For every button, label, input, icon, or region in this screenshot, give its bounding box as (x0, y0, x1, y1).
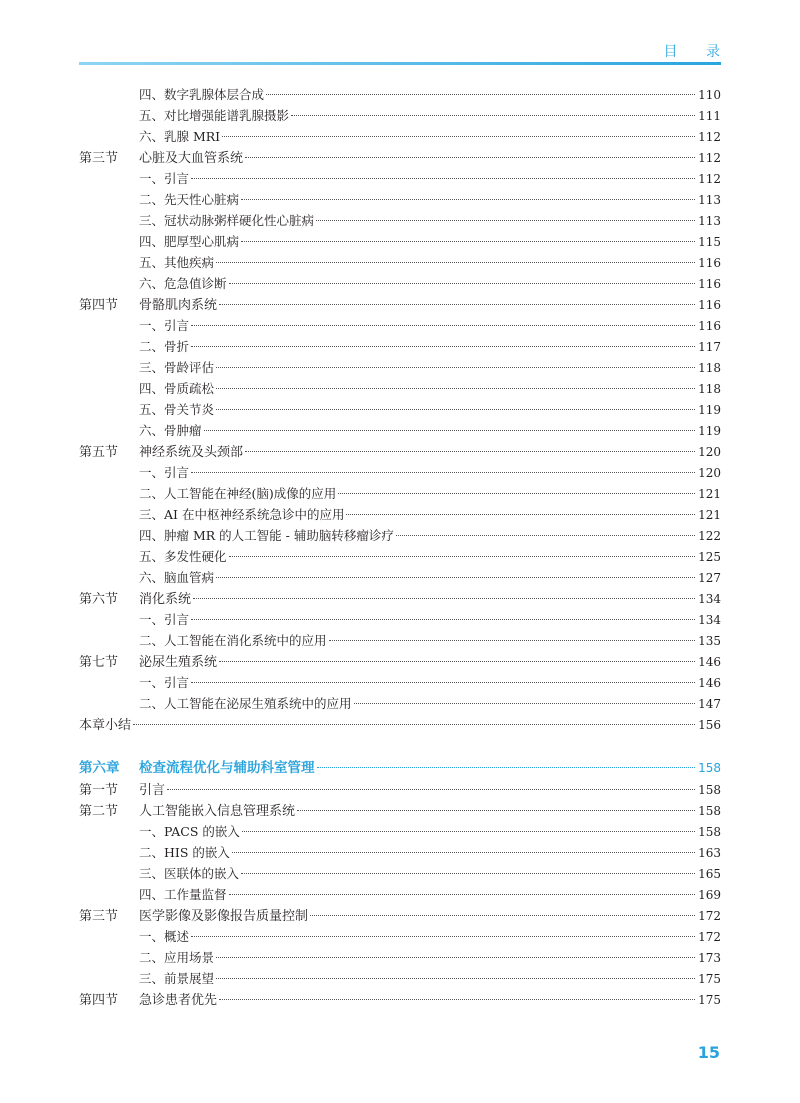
toc-entry-text (79, 126, 220, 147)
toc-entry-page: 134 (698, 613, 721, 627)
page-number: 15 (697, 1043, 720, 1062)
dot-leader (310, 915, 695, 916)
dot-leader (191, 936, 695, 937)
toc-entry-title: 一、PACS 的嵌入 (139, 824, 240, 839)
toc-entry-section[interactable] (79, 989, 721, 1010)
toc-entry-content (79, 147, 721, 169)
toc-entry-text (79, 947, 214, 968)
toc-entry-title: 五、多发性硬化 (139, 549, 227, 564)
toc-entry-title: 二、人工智能在消化系统中的应用 (139, 633, 327, 648)
toc-entry-content (79, 462, 721, 484)
dot-leader (216, 262, 695, 263)
dot-leader (245, 451, 695, 452)
table-of-contents (79, 84, 721, 1010)
toc-entry-text (79, 189, 239, 210)
toc-entry-content (79, 357, 721, 379)
toc-entry-title: 四、骨质疏松 (139, 381, 215, 396)
toc-entry-title: 六、危急值诊断 (139, 276, 227, 291)
toc-entry-sub[interactable] (79, 693, 721, 714)
toc-group-a (79, 84, 721, 735)
toc-entry-section[interactable] (79, 441, 721, 462)
toc-entry-page: 116 (698, 256, 721, 270)
toc-entry-page: 125 (698, 550, 721, 564)
toc-entry-prefix: 第六章 (79, 760, 120, 776)
toc-entry-text (79, 693, 352, 714)
dot-leader (204, 430, 695, 431)
dot-leader (193, 598, 695, 599)
toc-entry-text (79, 672, 189, 693)
toc-entry-title: 四、数字乳腺体层合成 (139, 87, 265, 102)
toc-entry-page: 112 (698, 151, 721, 165)
toc-entry-page: 119 (698, 424, 721, 438)
dot-leader (216, 577, 695, 578)
toc-entry-page: 156 (698, 718, 721, 732)
toc-entry-title: 人工智能嵌入信息管理系统 (139, 804, 296, 819)
toc-entry-title: 消化系统 (139, 592, 192, 607)
toc-entry-sub[interactable] (79, 336, 721, 357)
dot-leader (191, 178, 695, 179)
toc-entry-sub[interactable] (79, 884, 721, 905)
dot-leader (191, 472, 695, 473)
toc-entry-page: 116 (698, 277, 721, 291)
toc-entry-sub[interactable] (79, 126, 721, 147)
toc-entry-text (79, 168, 189, 189)
dot-leader (167, 789, 695, 790)
toc-entry-text (79, 651, 217, 673)
toc-entry-content (79, 483, 721, 505)
toc-entry-content (79, 968, 721, 990)
toc-entry-sub[interactable] (79, 630, 721, 651)
toc-entry-content (79, 399, 721, 421)
toc-entry-prefix: 第二节 (79, 804, 119, 819)
toc-entry-title: 二、人工智能在神经(脑)成像的应用 (139, 486, 337, 501)
toc-entry-page: 120 (698, 445, 721, 459)
toc-entry-content (79, 546, 721, 568)
toc-entry-section[interactable] (79, 779, 721, 800)
toc-entry-sub[interactable] (79, 252, 721, 273)
toc-entry-sub[interactable] (79, 273, 721, 294)
toc-entry-content (79, 504, 721, 526)
toc-entry-text (79, 462, 189, 483)
toc-entry-title: 引言 (139, 783, 166, 798)
dot-leader (329, 640, 695, 641)
toc-entry-content (79, 231, 721, 253)
toc-entry-title: 六、乳腺 MRI (139, 129, 221, 144)
toc-entry-text (79, 821, 240, 842)
toc-entry-title: 二、HIS 的嵌入 (139, 845, 230, 860)
chapter-gap (79, 735, 721, 758)
toc-entry-content (79, 315, 721, 337)
toc-entry-prefix: 第五节 (79, 445, 119, 460)
toc-entry-page: 169 (698, 888, 721, 902)
toc-entry-page: 134 (698, 592, 721, 606)
toc-entry-page: 112 (698, 172, 721, 186)
toc-entry-title: 一、概述 (139, 929, 190, 944)
toc-entry-title: 骨骼肌肉系统 (139, 298, 218, 313)
dot-leader (346, 514, 695, 515)
toc-entry-text (79, 483, 336, 504)
dot-leader (242, 831, 695, 832)
toc-entry-title: 急诊患者优先 (139, 993, 218, 1008)
toc-entry-page: 112 (698, 130, 721, 144)
toc-entry-page: 135 (698, 634, 721, 648)
toc-entry-sub[interactable] (79, 863, 721, 884)
toc-entry-text (79, 441, 243, 463)
toc-entry-content (79, 989, 721, 1011)
toc-entry-page: 120 (698, 466, 721, 480)
toc-entry-content (79, 378, 721, 400)
toc-entry-content (79, 926, 721, 948)
toc-entry-section[interactable] (79, 588, 721, 609)
toc-entry-text (79, 884, 227, 905)
dot-leader (229, 556, 695, 557)
dot-leader (316, 220, 695, 221)
toc-entry-sub[interactable] (79, 357, 721, 378)
toc-entry-content (79, 420, 721, 442)
toc-entry-content (79, 441, 721, 463)
toc-entry-title: 三、AI 在中枢神经系统急诊中的应用 (139, 507, 345, 522)
toc-entry-section[interactable] (79, 905, 721, 926)
dot-leader (216, 367, 695, 368)
toc-entry-content (79, 842, 721, 864)
dot-leader (219, 661, 695, 662)
toc-entry-page: 173 (698, 951, 721, 965)
toc-entry-title: 六、骨肿瘤 (139, 423, 202, 438)
toc-entry-section[interactable] (79, 147, 721, 168)
toc-entry-text (79, 588, 191, 610)
toc-entry-page: 147 (698, 697, 721, 711)
toc-entry-content (79, 189, 721, 211)
toc-entry-title: 三、前景展望 (139, 971, 215, 986)
dot-leader (232, 852, 695, 853)
toc-entry-title: 三、骨龄评估 (139, 360, 215, 375)
toc-entry-content (79, 336, 721, 358)
toc-entry-text (79, 210, 314, 231)
dot-leader (266, 94, 695, 95)
toc-entry-text (79, 273, 227, 294)
toc-entry-content (79, 126, 721, 148)
toc-entry-page: 146 (698, 676, 721, 690)
toc-entry-title: 检查流程优化与辅助科室管理 (139, 760, 315, 776)
toc-entry-content (79, 609, 721, 631)
toc-entry-content (79, 630, 721, 652)
toc-entry-title: 二、人工智能在泌尿生殖系统中的应用 (139, 696, 352, 711)
toc-entry-title: 泌尿生殖系统 (139, 655, 218, 670)
toc-entry-text (79, 546, 227, 567)
toc-entry-sub[interactable] (79, 231, 721, 252)
toc-entry-sub[interactable] (79, 546, 721, 567)
toc-entry-sub[interactable] (79, 968, 721, 989)
dot-leader (241, 241, 695, 242)
toc-entry-content (79, 800, 721, 822)
toc-entry-page: 127 (698, 571, 721, 585)
toc-entry-text (79, 630, 327, 651)
toc-entry-content (79, 525, 721, 547)
toc-entry-title: 五、其他疾病 (139, 255, 215, 270)
toc-entry-page: 163 (698, 846, 721, 860)
dot-leader (229, 894, 695, 895)
toc-entry-title: 五、对比增强能谱乳腺摄影 (139, 108, 290, 123)
dot-leader (245, 157, 695, 158)
toc-entry-title: 二、先天性心脏病 (139, 192, 240, 207)
toc-entry-text (79, 231, 239, 252)
toc-entry-sub[interactable] (79, 567, 721, 588)
toc-entry-page: 118 (698, 382, 721, 396)
dot-leader (291, 115, 695, 116)
toc-entry-title: 五、骨关节炎 (139, 402, 215, 417)
toc-entry-section[interactable] (79, 800, 721, 821)
toc-entry-sub[interactable] (79, 609, 721, 630)
toc-entry-section[interactable] (79, 294, 721, 315)
dot-leader (354, 703, 695, 704)
toc-entry-page: 175 (698, 993, 721, 1007)
toc-entry-text (79, 842, 230, 863)
toc-entry-prefix: 第三节 (79, 151, 119, 166)
dot-leader (191, 325, 695, 326)
toc-entry-sub[interactable] (79, 926, 721, 947)
toc-entry-page: 110 (698, 88, 721, 102)
dot-leader (216, 978, 695, 979)
toc-entry-prefix: 第四节 (79, 993, 119, 1008)
toc-entry-text (79, 609, 189, 630)
toc-entry-title: 本章小结 (79, 718, 132, 733)
toc-entry-page: 113 (698, 214, 721, 228)
toc-entry-text (79, 905, 308, 927)
toc-entry-content (79, 714, 721, 736)
toc-entry-page: 175 (698, 972, 721, 986)
toc-entry-title: 神经系统及头颈部 (139, 445, 244, 460)
toc-entry-title: 四、肥厚型心肌病 (139, 234, 240, 249)
dot-leader (133, 724, 695, 725)
toc-entry-sub[interactable] (79, 525, 721, 546)
toc-entry-title: 一、引言 (139, 465, 190, 480)
toc-entry-text (79, 779, 165, 801)
toc-entry-page: 158 (698, 825, 721, 839)
toc-entry-text (79, 800, 295, 822)
toc-entry-text (79, 105, 289, 126)
toc-entry-content (79, 588, 721, 610)
dot-leader (222, 136, 695, 137)
dot-leader (191, 682, 695, 683)
toc-entry-page: 119 (698, 403, 721, 417)
toc-entry-text (79, 315, 189, 336)
toc-entry-content (79, 273, 721, 295)
toc-entry-text (79, 84, 264, 105)
toc-entry-page: 172 (698, 909, 721, 923)
toc-entry-content (79, 567, 721, 589)
toc-entry-sub[interactable] (79, 399, 721, 420)
toc-entry-section[interactable] (79, 651, 721, 672)
toc-entry-title: 三、医联体的嵌入 (139, 866, 240, 881)
toc-entry-sub[interactable] (79, 210, 721, 231)
dot-leader (219, 999, 695, 1000)
header-title: 目 录 (663, 44, 732, 60)
toc-entry-text (79, 357, 214, 378)
dot-leader (241, 873, 695, 874)
toc-entry-page: 115 (698, 235, 721, 249)
toc-entry-title: 六、脑血管病 (139, 570, 215, 585)
toc-entry-sub[interactable] (79, 672, 721, 693)
toc-entry-page: 158 (698, 783, 721, 797)
toc-entry-page: 116 (698, 298, 721, 312)
dot-leader (338, 493, 695, 494)
toc-entry-content (79, 884, 721, 906)
toc-entry-content (79, 863, 721, 885)
header-rule (79, 62, 721, 65)
toc-entry-sub[interactable] (79, 105, 721, 126)
toc-entry-title: 四、肿瘤 MR 的人工智能 - 辅助脑转移瘤诊疗 (139, 528, 394, 543)
dot-leader (191, 346, 695, 347)
dot-leader (216, 409, 695, 410)
toc-entry-title: 医学影像及影像报告质量控制 (139, 909, 309, 924)
toc-entry-content (79, 210, 721, 232)
toc-entry-page: 165 (698, 867, 721, 881)
toc-entry-text (79, 504, 344, 525)
toc-entry-title: 一、引言 (139, 318, 190, 333)
toc-entry-text (79, 863, 239, 884)
toc-entry-prefix: 第一节 (79, 783, 119, 798)
toc-entry-text (79, 399, 214, 420)
toc-entry-content (79, 758, 721, 779)
toc-entry-title: 三、冠状动脉粥样硬化性心脏病 (139, 213, 315, 228)
toc-entry-sub[interactable] (79, 378, 721, 399)
toc-entry-title: 四、工作量监督 (139, 887, 227, 902)
toc-entry-title: 二、应用场景 (139, 950, 215, 965)
toc-entry-content (79, 672, 721, 694)
toc-entry-page: 172 (698, 930, 721, 944)
toc-entry-text (79, 989, 217, 1011)
toc-entry-text (79, 714, 131, 736)
toc-entry-sub[interactable] (79, 504, 721, 525)
toc-entry-chapter[interactable] (79, 758, 721, 779)
toc-entry-content (79, 821, 721, 843)
toc-entry-text (79, 378, 214, 399)
dot-leader (241, 199, 695, 200)
toc-entry-content (79, 779, 721, 801)
toc-entry-sub[interactable] (79, 420, 721, 441)
toc-entry-page: 113 (698, 193, 721, 207)
toc-entry-page: 111 (698, 109, 721, 123)
toc-entry-page: 158 (698, 804, 721, 818)
toc-entry-title: 一、引言 (139, 171, 190, 186)
toc-entry-content (79, 252, 721, 274)
toc-entry-text (79, 968, 214, 989)
toc-entry-page: 158 (698, 761, 721, 775)
toc-entry-text (79, 252, 214, 273)
toc-entry-page: 117 (698, 340, 721, 354)
toc-entry-summary[interactable] (79, 714, 721, 735)
toc-group-b (79, 758, 721, 1010)
toc-entry-prefix: 第三节 (79, 909, 119, 924)
toc-entry-text (79, 294, 217, 316)
toc-entry-title: 一、引言 (139, 675, 190, 690)
toc-entry-content (79, 168, 721, 190)
toc-entry-sub[interactable] (79, 947, 721, 968)
dot-leader (396, 535, 695, 536)
toc-entry-content (79, 84, 721, 106)
dot-leader (191, 619, 695, 620)
toc-entry-text (79, 336, 189, 357)
toc-entry-prefix: 第六节 (79, 592, 119, 607)
toc-entry-title: 心脏及大血管系统 (139, 151, 244, 166)
toc-entry-sub[interactable] (79, 168, 721, 189)
toc-entry-sub[interactable] (79, 462, 721, 483)
toc-entry-sub[interactable] (79, 84, 721, 105)
toc-entry-prefix: 第四节 (79, 298, 119, 313)
toc-entry-page: 122 (698, 529, 721, 543)
dot-leader (297, 810, 695, 811)
toc-entry-text (79, 420, 202, 441)
toc-entry-content (79, 651, 721, 673)
toc-entry-text (79, 758, 315, 779)
toc-entry-text (79, 567, 214, 588)
toc-entry-page: 121 (698, 508, 721, 522)
toc-entry-page: 121 (698, 487, 721, 501)
toc-entry-title: 二、骨折 (139, 339, 190, 354)
toc-entry-sub[interactable] (79, 842, 721, 863)
dot-leader (216, 388, 695, 389)
toc-entry-content (79, 693, 721, 715)
toc-entry-text (79, 926, 189, 947)
toc-entry-content (79, 947, 721, 969)
toc-entry-text (79, 525, 394, 546)
dot-leader (317, 767, 696, 768)
toc-entry-content (79, 905, 721, 927)
toc-entry-prefix: 第七节 (79, 655, 119, 670)
toc-entry-page: 146 (698, 655, 721, 669)
toc-entry-sub[interactable] (79, 483, 721, 504)
toc-entry-text (79, 147, 243, 169)
toc-entry-page: 118 (698, 361, 721, 375)
dot-leader (229, 283, 695, 284)
toc-entry-page: 116 (698, 319, 721, 333)
toc-entry-title: 一、引言 (139, 612, 190, 627)
toc-entry-sub[interactable] (79, 821, 721, 842)
dot-leader (216, 957, 695, 958)
toc-entry-sub[interactable] (79, 189, 721, 210)
toc-entry-content (79, 294, 721, 316)
toc-entry-content (79, 105, 721, 127)
toc-entry-sub[interactable] (79, 315, 721, 336)
dot-leader (219, 304, 695, 305)
